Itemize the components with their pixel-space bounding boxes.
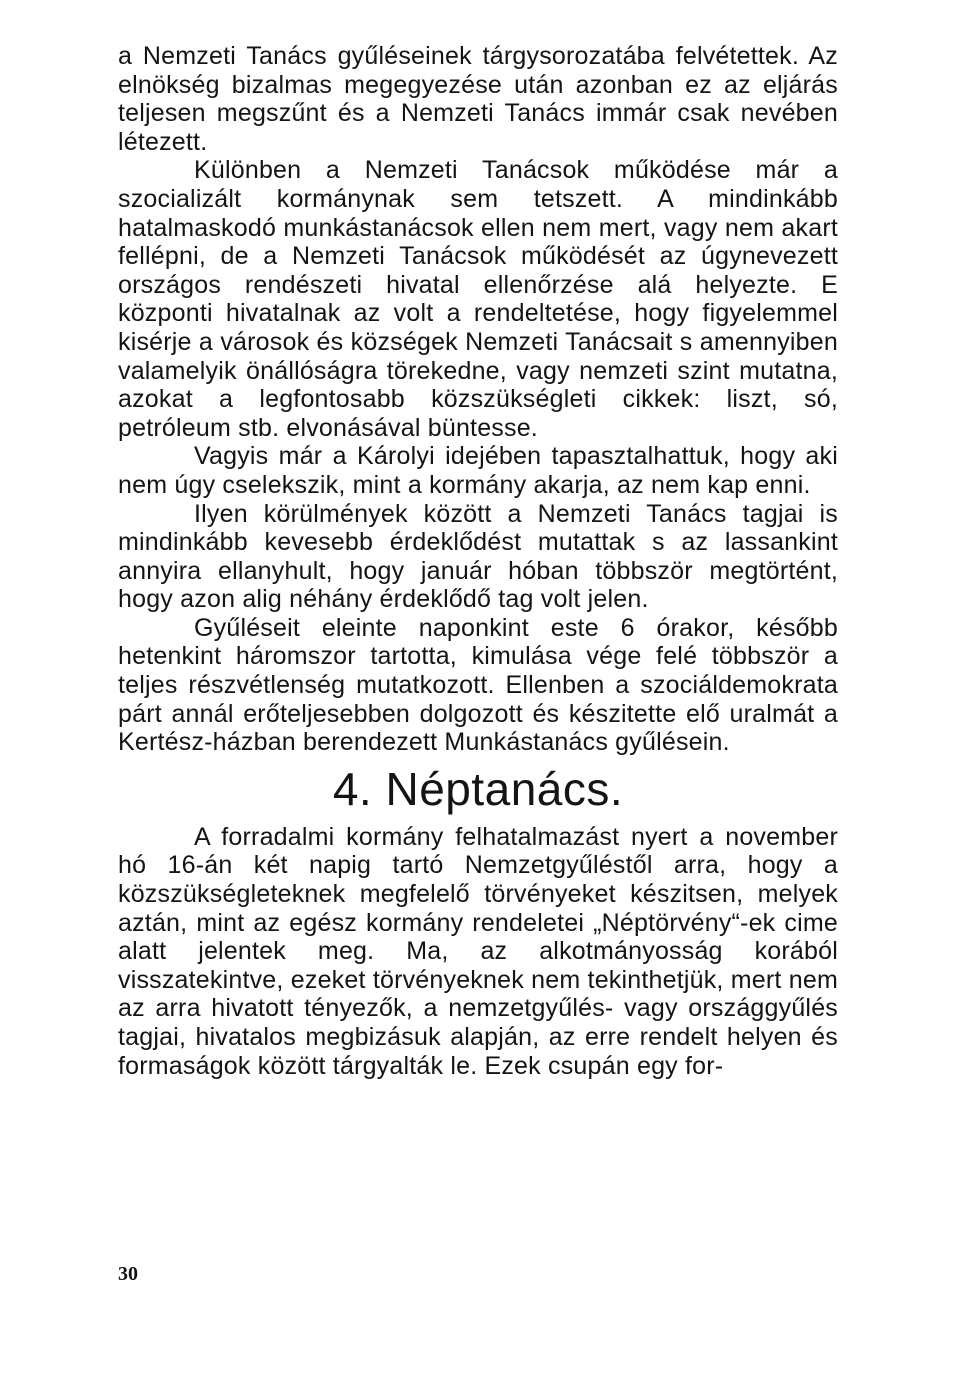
paragraph-circumstances: Ilyen körülmények között a Nemzeti Tanács tagjai is mindinkább kevesebb érdeklődést mutattak s az lassankint annyira ellanyhult, hogy január hóban többször megtörtént, hogy azon alig néhány érdeklődő tag volt jelen.	[118, 499, 838, 614]
page-body	[118, 42, 838, 1080]
paragraph-people-laws: A forradalmi kormány felhatalmazást nyert a november hó 16-án két napig tartó Nemzetgyűléstől arra, hogy a közszükségleteknek megfelelő törvényeket készitsen, melyek aztán, mint az egész kormány rendeletei „Néptörvény“-ek cime alatt jelentek meg. Ma, az alkotmányosság korából visszatekintve, ezeket törvényeknek nem tekinthetjük, mert nem az arra hivatott tényezők, a nemzetgyűlés- vagy országgyűlés tagjai, hivatalos megbizásuk alapján, az erre rendelt helyen és formaságok között tárgyalták le. Ezek csupán egy for-	[118, 822, 838, 1080]
paragraph-continuation: a Nemzeti Tanács gyűléseinek tárgysorozatába felvétettek. Az elnökség bizalmas megegyezése után azonban ez az eljárás teljesen megszűnt és a Nemzeti Tanács immár csak nevében létezett.	[118, 42, 838, 156]
page-number: 30	[118, 1263, 138, 1285]
paragraph-karolyi: Vagyis már a Károlyi idejében tapasztalhattuk, hogy aki nem úgy cselekszik, mint a kormány akarja, az nem kap enni.	[118, 442, 838, 499]
paragraph-meetings: Gyűléseit eleinte naponkint este 6 órakor, később hetenkint háromszor tartotta, kimulása vége felé többször a teljes részvétlenség mutatkozott. Ellenben a szociáldemokrata párt annál erőteljesebben dolgozott és készitette elő uralmát a Kertész-házban berendezett Munkástanács gyűlésein.	[118, 613, 838, 757]
paragraph-national-councils: Különben a Nemzeti Tanácsok működése már a szocializált kormánynak sem tetszett. A mindinkább hatalmaskodó munkástanácsok ellen nem mert, vagy nem akart fellépni, de a Nemzeti Tanácsok működését az úgynevezett országos rendészeti hivatal ellenőrzése alá helyezte. E központi hivatalnak az volt a rendeltetése, hogy figyelemmel kisérje a városok és községek Nemzeti Tanácsait s amennyiben valamelyik önállóságra törekedne, vagy nemzeti szint mutatna, azokat a legfontosabb közszükségleti cikkek: liszt, só, petróleum stb. elvonásával büntesse.	[118, 156, 838, 442]
section-heading: 4. Néptanács.	[332, 762, 624, 815]
